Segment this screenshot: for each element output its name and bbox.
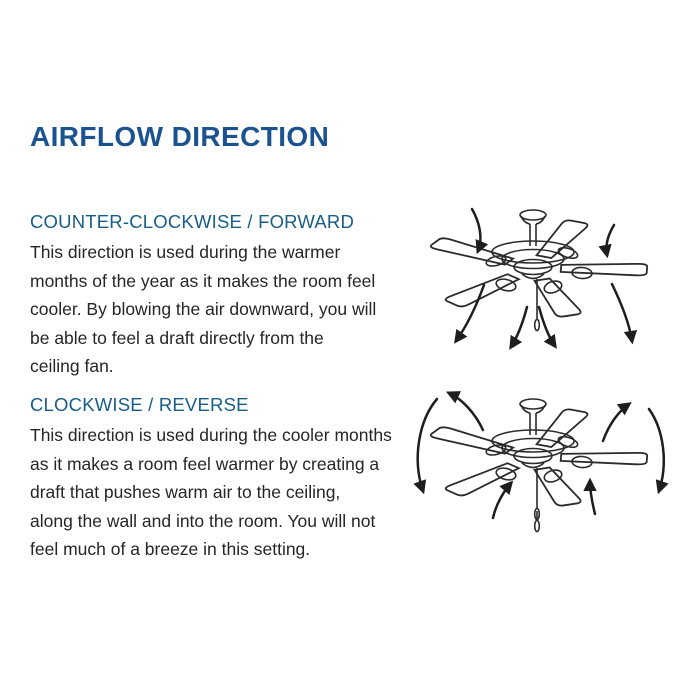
section-clockwise-reverse <box>30 394 402 564</box>
section-heading-reverse: CLOCKWISE / REVERSE <box>30 394 249 415</box>
downward-airflow-arrows <box>456 209 632 347</box>
body-line: feel much of a breeze in this setting. <box>30 539 311 560</box>
ceiling-fan-forward-illustration <box>400 195 700 385</box>
body-line: as it makes a room feel warmer by creating a <box>30 453 380 474</box>
ceiling-fan-reverse-illustration <box>395 385 695 600</box>
section-body-forward <box>30 238 402 381</box>
body-line: draft that pushes warm air to the ceiling, <box>30 482 341 503</box>
body-line: months of the year as it makes the room feel <box>30 270 376 291</box>
body-line: This direction is used during the warmer <box>30 242 341 262</box>
section-counter-clockwise-forward <box>30 211 402 381</box>
body-line: This direction is used during the cooler months <box>30 425 392 445</box>
page-title: AIRFLOW DIRECTION <box>30 121 330 152</box>
ceiling-fan-upward-airflow-icon <box>395 385 695 600</box>
body-line: ceiling fan. <box>30 356 114 377</box>
body-line: be able to feel a draft directly from the <box>30 327 324 348</box>
section-body-reverse <box>30 421 402 564</box>
body-line: cooler. By blowing the air downward, you will <box>30 299 377 320</box>
ceiling-fan-downward-airflow-icon <box>400 195 700 385</box>
section-heading-forward: COUNTER-CLOCKWISE / FORWARD <box>30 211 355 232</box>
body-line: along the wall and into the room. You will not <box>30 510 376 531</box>
